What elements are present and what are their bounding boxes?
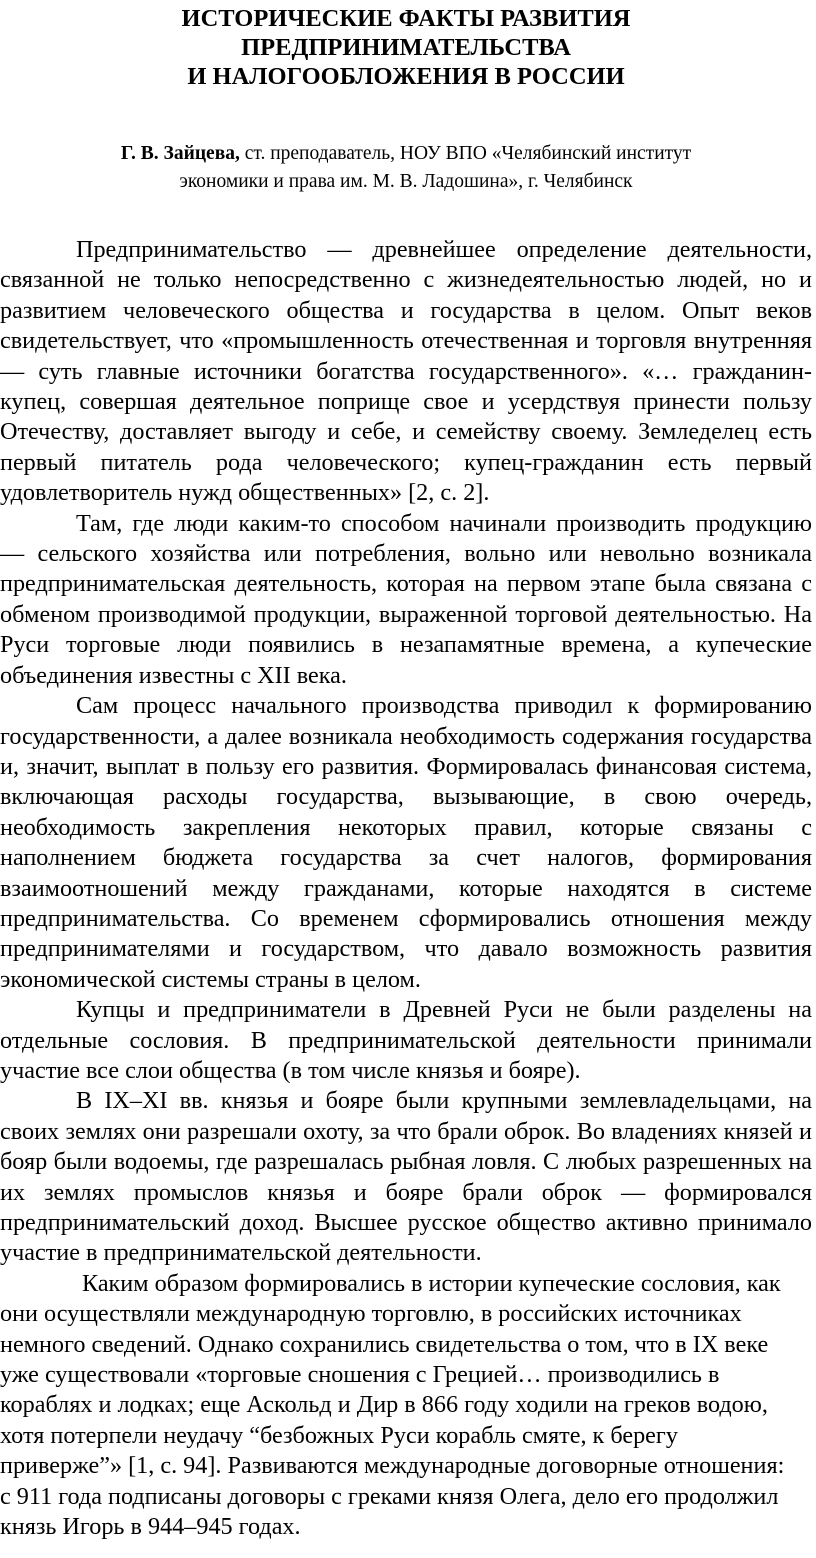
paragraph-line: кораблях и лодках; еще Аскольд и Дир в 866 году ходили на греков водою,	[0, 1391, 768, 1419]
title-line: И НАЛОГООБЛОЖЕНИЯ В РОССИИ	[187, 63, 625, 90]
article-body	[0, 235, 812, 1542]
author-name: Г. В. Зайцева,	[120, 143, 240, 164]
paragraph-line: Каким образом формировались в истории купеческие сословия, как	[82, 1269, 781, 1297]
paragraph-line: немного сведений. Однако сохранились свидетельства о том, что в IX веке	[0, 1330, 769, 1358]
paragraph-line: они осуществляли международную торговлю, в российских источниках	[0, 1300, 742, 1328]
paragraph-line: князь Игорь в 944–945 годах.	[0, 1513, 301, 1541]
author-affiliation-part1: ст. преподаватель, НОУ ВПО «Челябинский институт	[239, 143, 692, 164]
paragraph: Предпринимательство — древнейшее определение деятельности, связанной не только непосредственно с жизнедеятельностью людей, но и развитием человеческого общества и государства в целом. Опыт веков свидетельствует, что «промышленность отечественная и торговля внутренняя — суть главные источники богатства государственного». «… гражданин-купец, совершая деятельное поприще свое и усердствуя принести пользу Отечеству, доставляет выгоду и себе, и семейству своему. Земледелец есть первый питатель рода человеческого; купец-гражданин есть первый удовлетворитель нужд общественных» [2, с. 2].	[0, 236, 812, 507]
paragraph: Купцы и предприниматели в Древней Руси не были разделены на отдельные сословия. В предпринимательской деятельности принимали участие все слои общества (в том числе князья и бояре).	[0, 996, 812, 1084]
paragraph-line: с 911 года подписаны договоры с греками князя Олега, дело его продолжил	[0, 1482, 779, 1510]
author-line-1	[0, 140, 812, 168]
paragraph-line: уже существовали «торговые сношения с Грецией… производились в	[0, 1361, 720, 1389]
author-affiliation-part2: экономики и права им. М. В. Ладошина», г. Челябинск	[179, 171, 633, 192]
title-line: ПРЕДПРИНИМАТЕЛЬСТВА	[241, 34, 571, 61]
paragraph: В IX–XI вв. князья и бояре были крупными землевладельцами, на своих землях они разрешали охоту, за что брали оброк. Во владениях князей и бояр были водоемы, где разрешалась рыбная ловля. С любых разрешенных на их землях промыслов князья и бояре брали оброк — формировался предпринимательский доход. Высшее русское общество активно принимало участие в предпринимательской деятельности.	[0, 1087, 812, 1267]
paragraph-last	[0, 1269, 812, 1543]
author-block	[0, 140, 812, 196]
paragraph: Сам процесс начального производства приводил к формированию государственности, а далее возникала необходимость содержания государства и, значит, выплат в пользу его развития. Формировалась финансовая система, включающая расходы государства, вызывающие, в свою очередь, необходимость закрепления некоторых правил, которые связаны с наполнением бюджета государства за счет налогов, формирования взаимоотношений между гражданами, которые находятся в системе предпринимательства. Со временем сформировались отношения между предпринимателями и государством, что давало возможность развития экономической системы страны в целом.	[0, 692, 812, 993]
paragraph: Там, где люди каким-то способом начинали производить продукцию — сельского хозяйства или потребления, вольно или невольно возникала предпринимательская деятельность, которая на первом этапе была связана с обменом производимой продукции, выраженной торговой деятельностью. На Руси торговые люди появились в незапамятные времена, а купеческие объединения известны с XII века.	[0, 509, 812, 689]
article-title	[0, 4, 812, 91]
paragraph-line: хотя потерпели неудачу “безбожных Руси корабль смяте, к берегу	[0, 1421, 678, 1449]
title-line: ИСТОРИЧЕСКИЕ ФАКТЫ РАЗВИТИЯ	[181, 5, 631, 32]
paragraph-line: приверже”» [1, с. 94]. Развиваются международные договорные отношения:	[0, 1452, 785, 1480]
